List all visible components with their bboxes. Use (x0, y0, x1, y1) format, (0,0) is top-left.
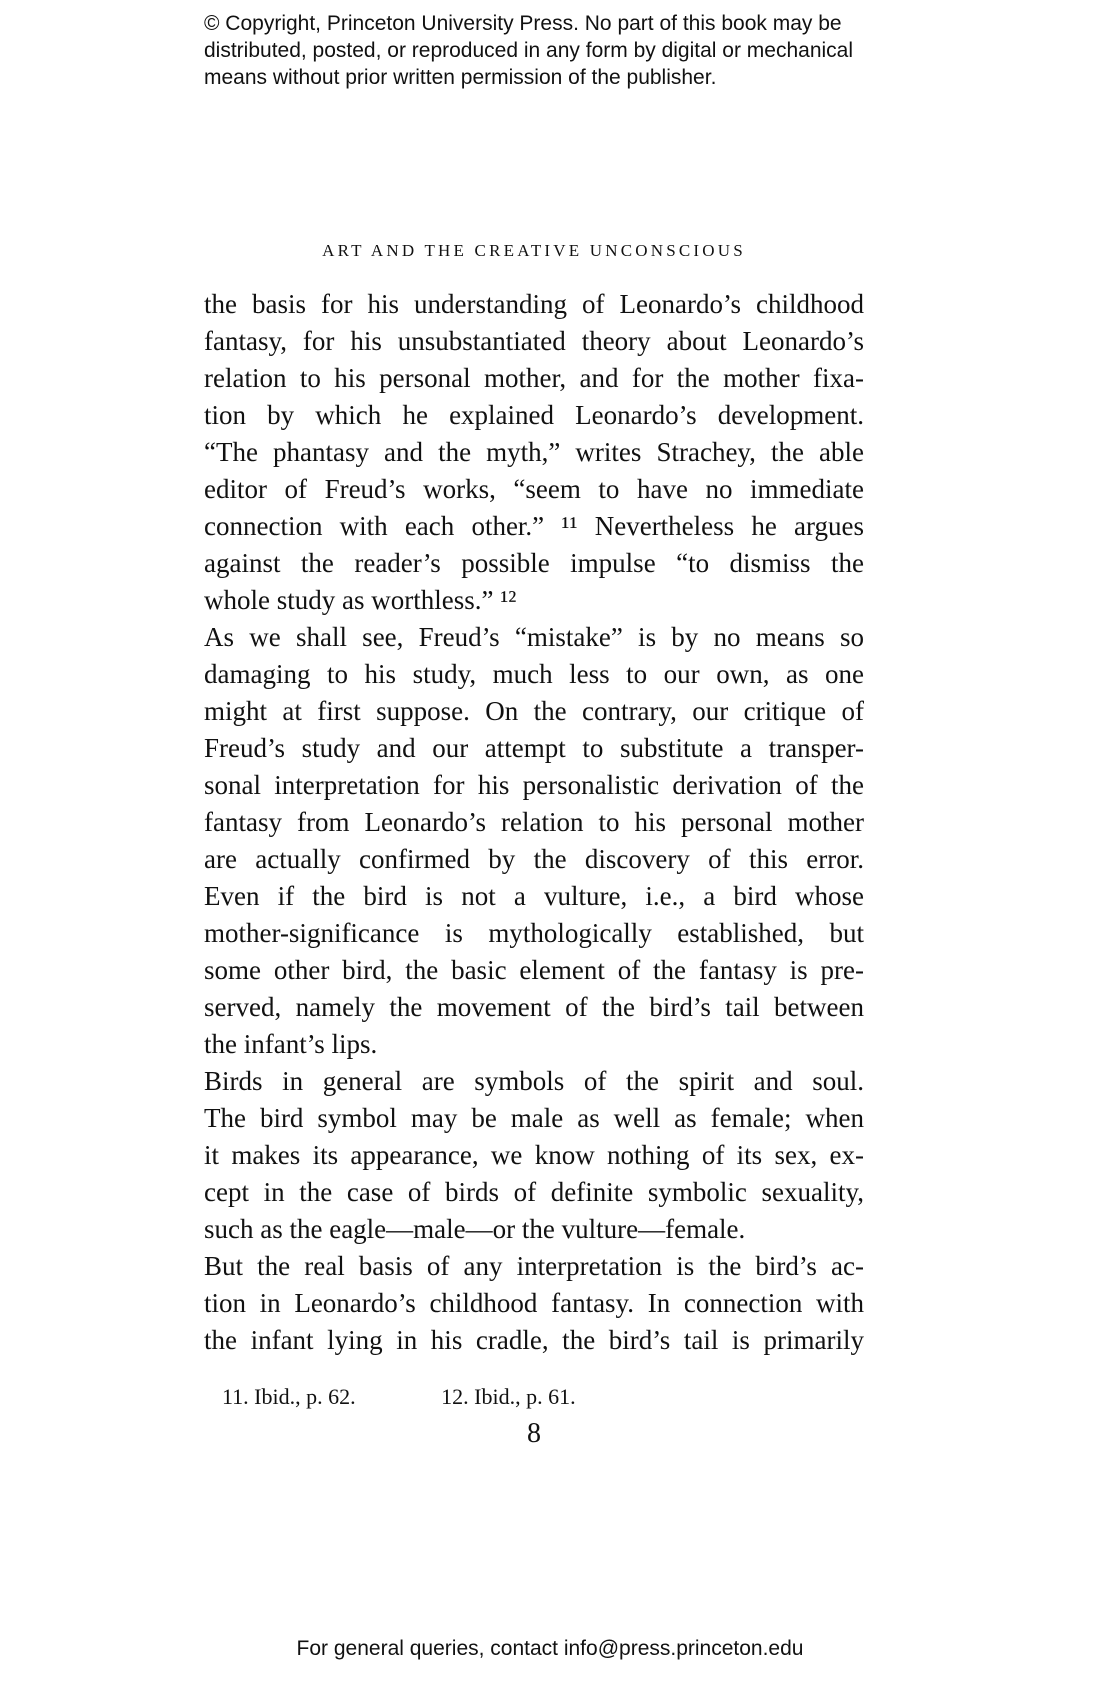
paragraph-1 (204, 286, 864, 619)
text-line: cept in the case of birds of definite symbolic sexuality, (204, 1177, 864, 1207)
text-line: The bird symbol may be male as well as female; when (204, 1103, 864, 1133)
footnotes (222, 1383, 576, 1411)
text-line: served, namely the movement of the bird’s tail between (204, 992, 864, 1022)
text-line: the infant’s lips. (204, 1029, 378, 1059)
text-line: editor of Freud’s works, “seem to have no immediate (204, 474, 864, 504)
copyright-line-3: means without prior written permission of the publisher. (204, 66, 717, 89)
copyright-line-1: © Copyright, Princeton University Press. No part of this book may be (204, 12, 842, 35)
copyright-line-2: distributed, posted, or reproduced in any form by digital or mechanical (204, 39, 854, 62)
text-line: fantasy, for his unsubstantiated theory about Leonardo’s (204, 326, 864, 356)
text-line: But the real basis of any interpretation is the bird’s ac- (204, 1251, 864, 1281)
paragraph-2 (204, 619, 864, 1063)
text-line: Birds in general are symbols of the spirit and soul. (204, 1066, 864, 1096)
running-head: ART AND THE CREATIVE UNCONSCIOUS (322, 241, 746, 260)
text-line: Even if the bird is not a vulture, i.e., a bird whose (204, 881, 864, 911)
paragraph-4 (204, 1248, 864, 1359)
text-line: tion in Leonardo’s childhood fantasy. In connection with (204, 1288, 864, 1318)
text-line: some other bird, the basic element of the fantasy is pre- (204, 955, 864, 985)
footnote-11: 11. Ibid., p. 62. (222, 1384, 356, 1409)
body-text (204, 286, 864, 1359)
text-line: such as the eagle—male—or the vulture—female. (204, 1214, 746, 1244)
contact-footer: For general queries, contact info@press.princeton.edu (296, 1637, 804, 1660)
copyright-notice (204, 10, 924, 91)
text-line: mother-significance is mythologically established, but (204, 918, 864, 948)
text-line: whole study as worthless.” ¹² (204, 585, 517, 615)
text-line: the infant lying in his cradle, the bird’s tail is primarily (204, 1325, 864, 1355)
text-line: against the reader’s possible impulse “to dismiss the (204, 548, 864, 578)
footnote-12: 12. Ibid., p. 61. (441, 1384, 576, 1409)
page-number: 8 (527, 1418, 541, 1449)
paragraph-3 (204, 1063, 864, 1248)
text-line: connection with each other.” ¹¹ Nevertheless he argues (204, 511, 864, 541)
text-line: it makes its appearance, we know nothing of its sex, ex- (204, 1140, 864, 1170)
text-line: damaging to his study, much less to our own, as one (204, 659, 864, 689)
text-line: Freud’s study and our attempt to substitute a transper- (204, 733, 864, 763)
text-line: fantasy from Leonardo’s relation to his personal mother (204, 807, 864, 837)
text-line: relation to his personal mother, and for the mother fixa- (204, 363, 864, 393)
text-line: “The phantasy and the myth,” writes Strachey, the able (204, 437, 864, 467)
text-line: sonal interpretation for his personalistic derivation of the (204, 770, 864, 800)
text-line: the basis for his understanding of Leonardo’s childhood (204, 289, 864, 319)
text-line: As we shall see, Freud’s “mistake” is by no means so (204, 622, 864, 652)
text-line: are actually confirmed by the discovery of this error. (204, 844, 864, 874)
text-line: tion by which he explained Leonardo’s development. (204, 400, 864, 430)
text-line: might at first suppose. On the contrary, our critique of (204, 696, 864, 726)
